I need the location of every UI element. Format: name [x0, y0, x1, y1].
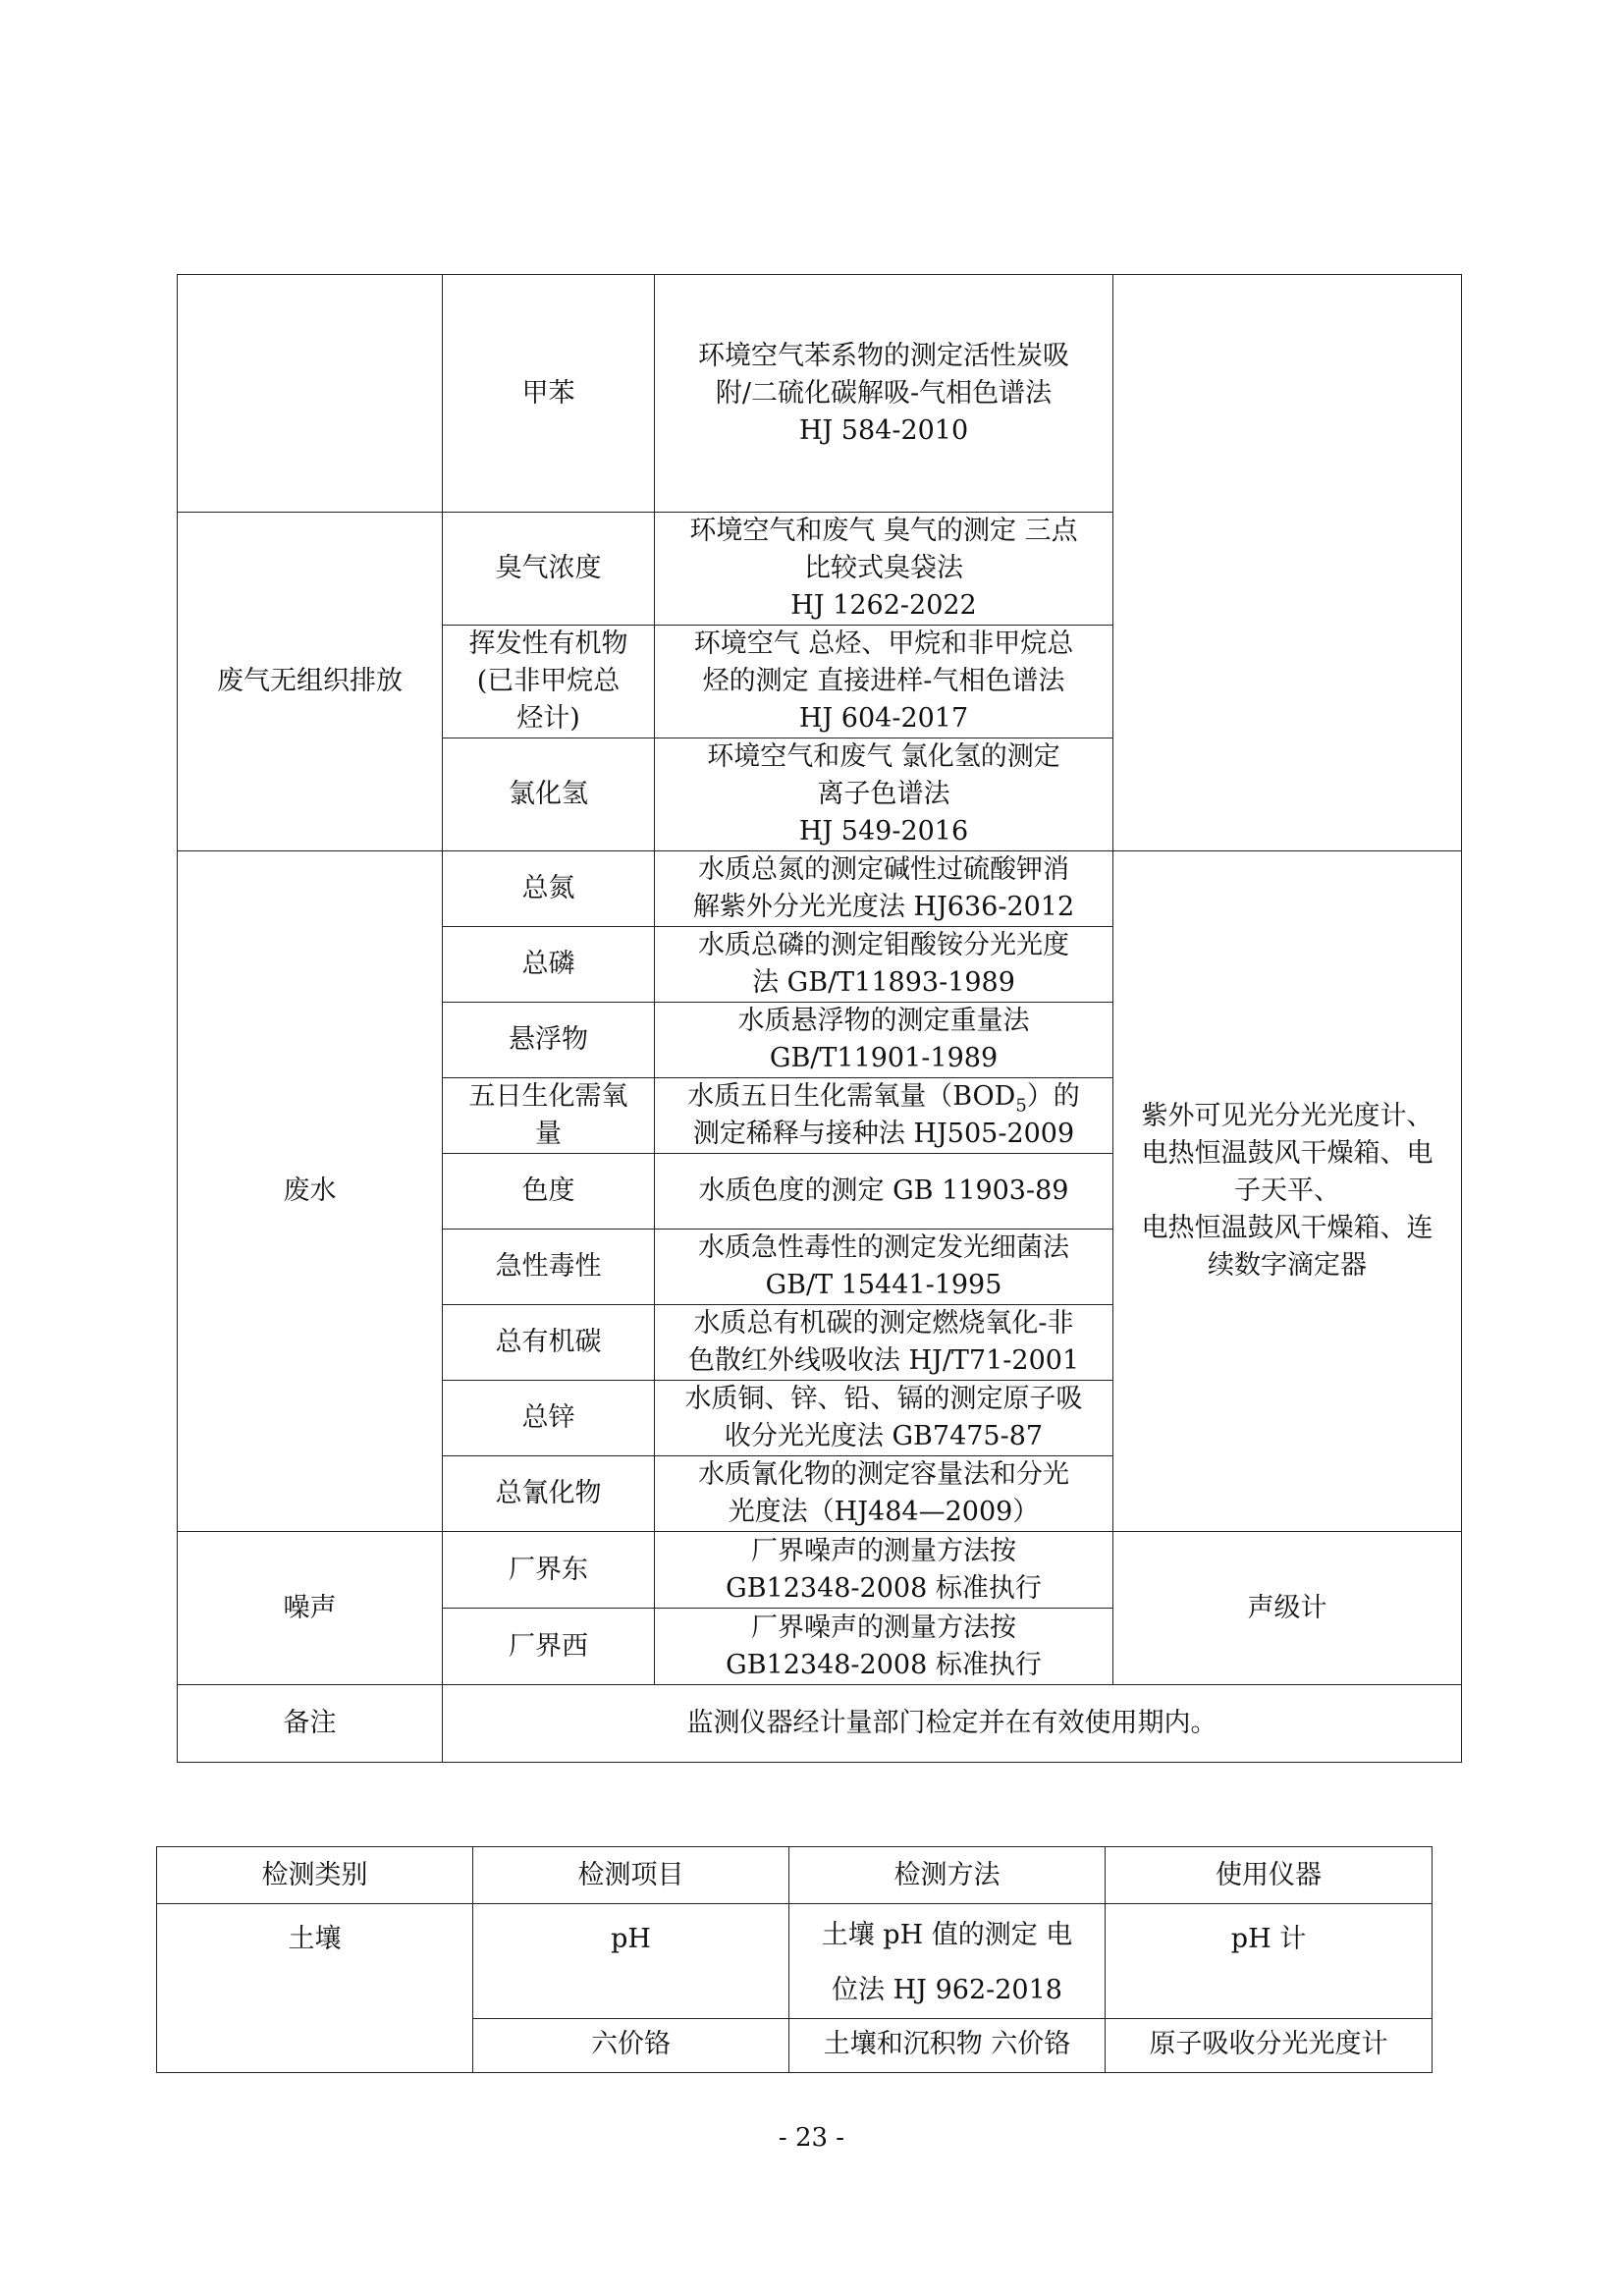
- item-cell: 急性毒性: [443, 1230, 655, 1305]
- method-cell: 水质悬浮物的测定重量法 GB/T11901-1989: [655, 1003, 1113, 1078]
- method-cell: 水质总有机碳的测定燃烧氧化-非 色散红外线吸收法 HJ/T71-2001: [655, 1305, 1113, 1381]
- method-cell: 厂界噪声的测量方法按 GB12348-2008 标准执行: [655, 1609, 1113, 1685]
- method-cell: 厂界噪声的测量方法按 GB12348-2008 标准执行: [655, 1532, 1113, 1609]
- item-cell: 总锌: [443, 1381, 655, 1456]
- item-cell: 臭气浓度: [443, 513, 655, 626]
- method-cell: 环境空气和废气 氯化氢的测定 离子色谱法 HJ 549-2016: [655, 738, 1113, 851]
- instrument-cell: pH 计: [1106, 1904, 1433, 2019]
- soil-methods-table: [156, 1846, 1433, 2073]
- method-cell: 土壤和沉积物 六价铬: [789, 2019, 1106, 2073]
- instrument-cell: 紫外可见光分光光度计、 电热恒温鼓风干燥箱、电 子天平、 电热恒温鼓风干燥箱、连 续数字滴定器: [1113, 851, 1462, 1532]
- method-cell: 环境空气和废气 臭气的测定 三点 比较式臭袋法 HJ 1262-2022: [655, 513, 1113, 626]
- page-number: - 23 -: [778, 2123, 845, 2153]
- category-cell: 噪声: [178, 1532, 443, 1685]
- category-cell: 废水: [178, 851, 443, 1532]
- item-cell: 总有机碳: [443, 1305, 655, 1381]
- method-cell: 环境空气苯系物的测定活性炭吸 附/二硫化碳解吸-气相色谱法 HJ 584-2010: [655, 275, 1113, 513]
- item-cell: 挥发性有机物 (已非甲烷总 烃计): [443, 626, 655, 738]
- instrument-cell-empty: [1113, 275, 1462, 851]
- category-cell-empty: [178, 275, 443, 513]
- column-header: 使用仪器: [1106, 1847, 1433, 1904]
- item-cell: 氯化氢: [443, 738, 655, 851]
- monitoring-methods-table: [177, 274, 1462, 1763]
- column-header: 检测项目: [473, 1847, 789, 1904]
- instrument-cell: 声级计: [1113, 1532, 1462, 1685]
- header-row: [157, 1847, 1433, 1904]
- method-text: ）的 测定稀释与接种法 HJ505-2009: [692, 1081, 1080, 1149]
- table-row: [178, 275, 1462, 513]
- item-cell: 色度: [443, 1154, 655, 1230]
- method-cell: 水质铜、锌、铅、镉的测定原子吸 收分光光度法 GB7475-87: [655, 1381, 1113, 1456]
- method-cell: [655, 1078, 1113, 1154]
- method-cell: 水质氰化物的测定容量法和分光 光度法（HJ484—2009）: [655, 1456, 1113, 1532]
- category-cell: 废气无组织排放: [178, 513, 443, 851]
- table-row: [178, 851, 1462, 927]
- remark-row: [178, 1685, 1462, 1763]
- remark-label: 备注: [178, 1685, 443, 1763]
- item-cell: 厂界东: [443, 1532, 655, 1609]
- item-cell: 总磷: [443, 927, 655, 1003]
- item-cell: 总氰化物: [443, 1456, 655, 1532]
- column-header: 检测类别: [157, 1847, 473, 1904]
- method-cell: 水质急性毒性的测定发光细菌法 GB/T 15441-1995: [655, 1230, 1113, 1305]
- item-cell: pH: [473, 1904, 789, 2019]
- instrument-cell: 原子吸收分光光度计: [1106, 2019, 1433, 2073]
- table-row: [157, 1904, 1433, 2019]
- item-cell: 厂界西: [443, 1609, 655, 1685]
- table-row: [178, 1532, 1462, 1609]
- item-cell: 总氮: [443, 851, 655, 927]
- remark-text: 监测仪器经计量部门检定并在有效使用期内。: [443, 1685, 1462, 1763]
- method-cell: 水质总氮的测定碱性过硫酸钾消 解紫外分光光度法 HJ636-2012: [655, 851, 1113, 927]
- item-cell: 五日生化需氧 量: [443, 1078, 655, 1154]
- method-subscript: 5: [1015, 1095, 1027, 1117]
- method-cell: 土壤 pH 值的测定 电 位法 HJ 962-2018: [789, 1904, 1106, 2019]
- method-cell: 环境空气 总烃、甲烷和非甲烷总 烃的测定 直接进样-气相色谱法 HJ 604-2017: [655, 626, 1113, 738]
- method-text: 水质五日生化需氧量（BOD: [687, 1081, 1016, 1112]
- item-cell: 悬浮物: [443, 1003, 655, 1078]
- item-cell: 六价铬: [473, 2019, 789, 2073]
- method-cell: 水质色度的测定 GB 11903-89: [655, 1154, 1113, 1230]
- method-cell: 水质总磷的测定钼酸铵分光光度 法 GB/T11893-1989: [655, 927, 1113, 1003]
- item-cell: 甲苯: [443, 275, 655, 513]
- column-header: 检测方法: [789, 1847, 1106, 1904]
- category-cell: 土壤: [157, 1904, 473, 2073]
